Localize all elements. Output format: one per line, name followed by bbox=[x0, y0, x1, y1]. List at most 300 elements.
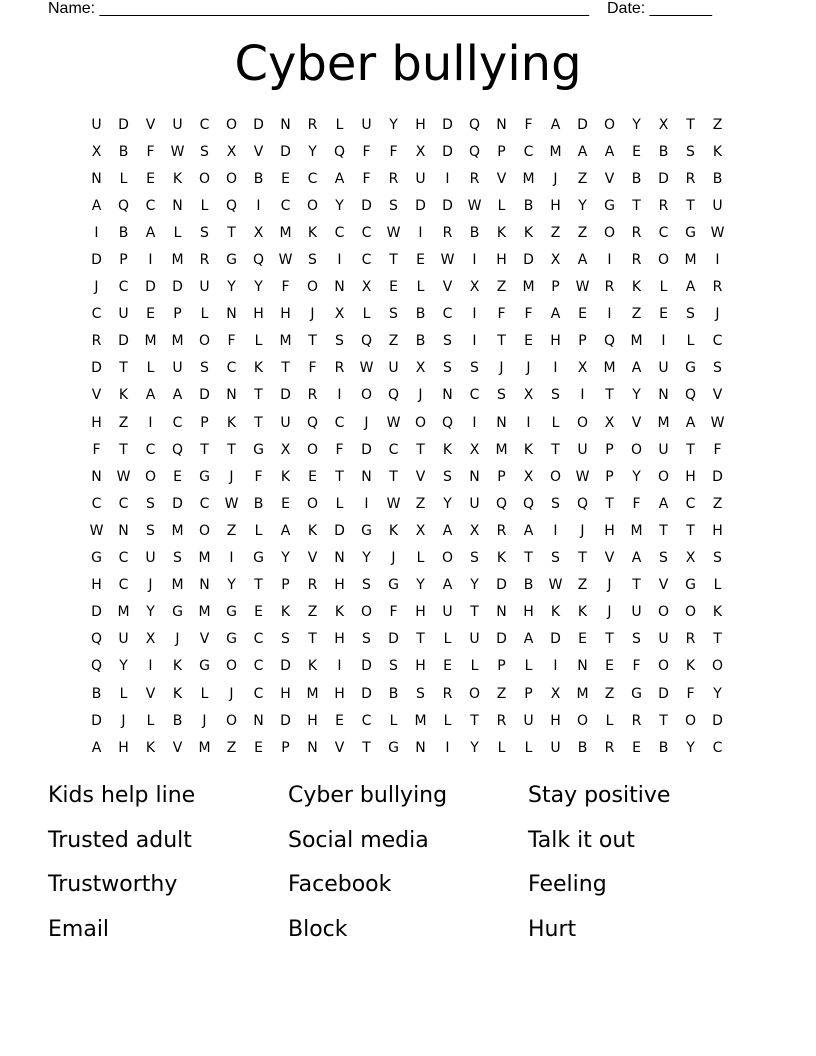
grid-letter: W bbox=[278, 252, 293, 269]
grid-letter: H bbox=[280, 306, 291, 323]
grid-letter: Y bbox=[632, 468, 641, 485]
grid-letter: I bbox=[148, 414, 153, 431]
grid-letter: O bbox=[306, 197, 319, 214]
grid-letter: W bbox=[224, 495, 239, 512]
grid-letter: K bbox=[172, 685, 183, 702]
grid-letter: S bbox=[173, 550, 182, 567]
grid-letter: C bbox=[280, 197, 291, 214]
grid-letter: H bbox=[415, 116, 426, 133]
grid-letter: Y bbox=[362, 550, 371, 567]
name-field-label[interactable]: Name: _______________________________________________________ bbox=[48, 0, 589, 17]
grid-letter: B bbox=[712, 170, 723, 187]
grid-letter: W bbox=[116, 468, 131, 485]
grid-letter: A bbox=[550, 116, 561, 133]
grid-letter: T bbox=[119, 360, 128, 377]
grid-letter: U bbox=[361, 116, 372, 133]
grid-letter: D bbox=[280, 658, 291, 675]
grid-letter: M bbox=[630, 522, 643, 539]
grid-letter: A bbox=[442, 577, 453, 594]
grid-letter: J bbox=[607, 577, 612, 594]
grid-letter: I bbox=[526, 414, 531, 431]
grid-letter: K bbox=[280, 468, 291, 485]
grid-letter: T bbox=[686, 441, 695, 458]
grid-letter: U bbox=[442, 604, 453, 621]
grid-letter: T bbox=[686, 522, 695, 539]
grid-letter: F bbox=[146, 143, 155, 160]
grid-letter: O bbox=[657, 252, 670, 269]
grid-letter: S bbox=[497, 387, 506, 404]
grid-letter: J bbox=[418, 387, 423, 404]
grid-letter: S bbox=[470, 360, 479, 377]
grid-letter: D bbox=[442, 143, 453, 160]
grid-letter: K bbox=[577, 604, 588, 621]
grid-letter: Z bbox=[550, 224, 561, 241]
grid-letter: O bbox=[684, 712, 697, 729]
grid-letter: B bbox=[118, 143, 129, 160]
grid-row bbox=[83, 328, 731, 355]
grid-letter: H bbox=[550, 197, 561, 214]
grid-letter: O bbox=[549, 468, 562, 485]
grid-letter: U bbox=[658, 360, 669, 377]
grid-letter: Y bbox=[443, 495, 452, 512]
date-field-label[interactable]: Date: _______ bbox=[606, 0, 712, 17]
grid-letter: I bbox=[472, 252, 477, 269]
grid-letter: G bbox=[685, 224, 696, 241]
grid-letter: Q bbox=[360, 333, 373, 350]
grid-letter: L bbox=[119, 685, 128, 702]
grid-letter: I bbox=[553, 360, 558, 377]
grid-letter: N bbox=[415, 739, 426, 756]
grid-letter: S bbox=[713, 360, 722, 377]
grid-letter: M bbox=[576, 685, 589, 702]
grid-letter: L bbox=[200, 306, 209, 323]
grid-letter: P bbox=[281, 739, 290, 756]
grid-letter: Q bbox=[90, 658, 103, 675]
grid-letter: Z bbox=[226, 739, 237, 756]
grid-letter: M bbox=[171, 577, 184, 594]
grid-letter: T bbox=[605, 631, 614, 648]
grid-letter: A bbox=[523, 522, 534, 539]
grid-letter: Z bbox=[496, 685, 507, 702]
grid-letter: O bbox=[576, 414, 589, 431]
grid-letter: X bbox=[550, 252, 561, 269]
grid-letter: F bbox=[632, 495, 641, 512]
grid-letter: L bbox=[416, 550, 425, 567]
grid-letter: G bbox=[253, 550, 264, 567]
grid-letter: J bbox=[499, 360, 504, 377]
grid-letter: T bbox=[416, 441, 425, 458]
grid-letter: L bbox=[551, 414, 560, 431]
grid-letter: O bbox=[576, 712, 589, 729]
grid-letter: H bbox=[334, 577, 345, 594]
grid-letter: D bbox=[280, 712, 291, 729]
grid-letter: U bbox=[550, 739, 561, 756]
grid-letter: A bbox=[442, 522, 453, 539]
grid-letter: Q bbox=[468, 143, 481, 160]
grid-letter: V bbox=[712, 387, 723, 404]
grid-letter: I bbox=[472, 414, 477, 431]
grid-letter: I bbox=[94, 224, 99, 241]
grid-letter: R bbox=[604, 279, 615, 296]
grid-letter: S bbox=[335, 333, 344, 350]
grid-letter: E bbox=[416, 252, 425, 269]
grid-letter: W bbox=[467, 197, 482, 214]
grid-letter: O bbox=[657, 604, 670, 621]
grid-letter: O bbox=[225, 170, 238, 187]
grid-letter: D bbox=[442, 197, 453, 214]
grid-letter: H bbox=[496, 252, 507, 269]
grid-letter: E bbox=[146, 306, 155, 323]
grid-letter: C bbox=[523, 143, 534, 160]
grid-letter: W bbox=[170, 143, 185, 160]
grid-letter: F bbox=[362, 170, 371, 187]
grid-letter: N bbox=[361, 468, 372, 485]
word-list bbox=[48, 778, 768, 956]
grid-letter: U bbox=[658, 441, 669, 458]
grid-letter: H bbox=[334, 631, 345, 648]
grid-letter: J bbox=[202, 712, 207, 729]
grid-letter: Q bbox=[441, 414, 454, 431]
grid-letter: K bbox=[172, 658, 183, 675]
grid-letter: Q bbox=[90, 631, 103, 648]
grid-letter: J bbox=[148, 577, 153, 594]
grid-letter: R bbox=[307, 116, 318, 133]
grid-letter: T bbox=[497, 333, 506, 350]
grid-letter: L bbox=[254, 522, 263, 539]
grid-letter: N bbox=[253, 712, 264, 729]
grid-letter: T bbox=[470, 712, 479, 729]
grid-letter: H bbox=[550, 333, 561, 350]
grid-letter: K bbox=[496, 550, 507, 567]
grid-letter: L bbox=[335, 495, 344, 512]
grid-letter: Q bbox=[171, 441, 184, 458]
grid-letter: B bbox=[118, 224, 129, 241]
grid-letter: N bbox=[334, 550, 345, 567]
grid-letter: D bbox=[361, 441, 372, 458]
grid-letter: T bbox=[713, 631, 722, 648]
grid-letter: D bbox=[361, 197, 372, 214]
grid-letter: K bbox=[496, 224, 507, 241]
grid-letter: O bbox=[603, 116, 616, 133]
grid-letter: T bbox=[416, 631, 425, 648]
word-list-item: Feeling bbox=[528, 872, 607, 897]
grid-letter: Q bbox=[387, 387, 400, 404]
grid-letter: B bbox=[523, 577, 534, 594]
grid-letter: L bbox=[389, 712, 398, 729]
grid-letter: X bbox=[658, 116, 669, 133]
grid-letter: T bbox=[632, 197, 641, 214]
grid-letter: W bbox=[89, 522, 104, 539]
grid-letter: V bbox=[145, 116, 156, 133]
grid-letter: N bbox=[469, 468, 480, 485]
grid-letter: H bbox=[280, 685, 291, 702]
grid-letter: K bbox=[523, 441, 534, 458]
grid-letter: W bbox=[710, 224, 725, 241]
grid-letter: S bbox=[416, 685, 425, 702]
grid-letter: M bbox=[171, 333, 184, 350]
grid-letter: Q bbox=[576, 495, 589, 512]
grid-letter: J bbox=[391, 550, 396, 567]
grid-letter: Y bbox=[578, 197, 587, 214]
grid-letter: F bbox=[524, 116, 533, 133]
grid-letter: P bbox=[524, 685, 533, 702]
grid-letter: Z bbox=[631, 306, 642, 323]
grid-letter: Y bbox=[119, 658, 128, 675]
grid-letter: W bbox=[548, 577, 563, 594]
grid-letter: Z bbox=[307, 604, 318, 621]
grid-letter: L bbox=[146, 360, 155, 377]
grid-letter: E bbox=[443, 658, 452, 675]
grid-letter: S bbox=[470, 550, 479, 567]
grid-letter: G bbox=[226, 252, 237, 269]
grid-letter: U bbox=[91, 116, 102, 133]
word-list-item: Kids help line bbox=[48, 783, 196, 808]
grid-letter: T bbox=[227, 441, 236, 458]
grid-letter: T bbox=[119, 441, 128, 458]
grid-letter: D bbox=[388, 631, 399, 648]
grid-letter: L bbox=[497, 739, 506, 756]
grid-letter: L bbox=[443, 712, 452, 729]
grid-letter: W bbox=[386, 414, 401, 431]
grid-letter: K bbox=[307, 224, 318, 241]
grid-letter: S bbox=[632, 631, 641, 648]
grid-letter: O bbox=[711, 658, 724, 675]
grid-letter: G bbox=[199, 468, 210, 485]
grid-letter: O bbox=[306, 441, 319, 458]
grid-row bbox=[83, 463, 731, 490]
grid-letter: S bbox=[389, 658, 398, 675]
grid-letter: H bbox=[415, 658, 426, 675]
grid-letter: F bbox=[92, 441, 101, 458]
grid-letter: T bbox=[389, 468, 398, 485]
grid-letter: E bbox=[254, 604, 263, 621]
grid-letter: P bbox=[497, 658, 506, 675]
grid-letter: P bbox=[497, 468, 506, 485]
grid-letter: Y bbox=[470, 577, 479, 594]
grid-letter: C bbox=[388, 441, 399, 458]
grid-letter: R bbox=[496, 522, 507, 539]
grid-letter: X bbox=[226, 143, 237, 160]
grid-letter: G bbox=[388, 739, 399, 756]
grid-letter: A bbox=[658, 495, 669, 512]
grid-letter: Y bbox=[416, 577, 425, 594]
grid-letter: G bbox=[199, 658, 210, 675]
grid-letter: S bbox=[659, 550, 668, 567]
grid-letter: N bbox=[172, 197, 183, 214]
grid-letter: E bbox=[281, 495, 290, 512]
grid-letter: G bbox=[604, 197, 615, 214]
grid-letter: W bbox=[575, 279, 590, 296]
grid-letter: J bbox=[310, 306, 315, 323]
grid-letter: X bbox=[550, 685, 561, 702]
grid-letter: K bbox=[226, 414, 237, 431]
grid-letter: I bbox=[580, 387, 585, 404]
grid-letter: F bbox=[524, 306, 533, 323]
grid-letter: N bbox=[496, 116, 507, 133]
grid-letter: B bbox=[658, 739, 669, 756]
word-list-item: Trustworthy bbox=[48, 872, 178, 897]
grid-letter: H bbox=[118, 739, 129, 756]
grid-letter: J bbox=[364, 414, 369, 431]
grid-letter: U bbox=[145, 550, 156, 567]
grid-letter: D bbox=[523, 252, 534, 269]
grid-letter: C bbox=[91, 306, 102, 323]
grid-letter: X bbox=[415, 522, 426, 539]
grid-row bbox=[83, 490, 731, 517]
grid-row bbox=[83, 355, 731, 382]
grid-letter: L bbox=[524, 739, 533, 756]
grid-letter: E bbox=[173, 468, 182, 485]
grid-letter: K bbox=[712, 143, 723, 160]
grid-letter: D bbox=[496, 577, 507, 594]
grid-letter: O bbox=[306, 279, 319, 296]
grid-letter: T bbox=[200, 441, 209, 458]
grid-letter: R bbox=[469, 170, 480, 187]
grid-letter: S bbox=[443, 333, 452, 350]
grid-letter: T bbox=[335, 468, 344, 485]
grid-letter: Y bbox=[308, 143, 317, 160]
grid-letter: C bbox=[658, 224, 669, 241]
grid-letter: B bbox=[658, 143, 669, 160]
grid-letter: D bbox=[145, 279, 156, 296]
grid-letter: U bbox=[577, 441, 588, 458]
grid-letter: O bbox=[198, 522, 211, 539]
grid-letter: C bbox=[253, 658, 264, 675]
grid-row bbox=[83, 301, 731, 328]
grid-letter: H bbox=[523, 604, 534, 621]
grid-letter: Z bbox=[118, 414, 129, 431]
grid-letter: C bbox=[361, 224, 372, 241]
grid-letter: C bbox=[253, 631, 264, 648]
grid-letter: D bbox=[280, 387, 291, 404]
grid-letter: Q bbox=[252, 252, 265, 269]
grid-letter: E bbox=[524, 333, 533, 350]
grid-letter: X bbox=[523, 387, 534, 404]
grid-letter: T bbox=[308, 333, 317, 350]
grid-letter: L bbox=[254, 333, 263, 350]
grid-letter: R bbox=[334, 360, 345, 377]
letter-grid bbox=[83, 111, 731, 761]
grid-row bbox=[83, 165, 731, 192]
grid-letter: U bbox=[388, 360, 399, 377]
grid-letter: D bbox=[91, 604, 102, 621]
grid-letter: I bbox=[337, 387, 342, 404]
grid-letter: N bbox=[91, 468, 102, 485]
grid-letter: T bbox=[524, 550, 533, 567]
grid-letter: K bbox=[631, 279, 642, 296]
grid-letter: I bbox=[661, 333, 666, 350]
word-list-item: Trusted adult bbox=[48, 827, 192, 853]
grid-letter: S bbox=[686, 143, 695, 160]
grid-letter: S bbox=[713, 550, 722, 567]
grid-letter: D bbox=[658, 170, 669, 187]
grid-letter: X bbox=[253, 224, 264, 241]
grid-letter: B bbox=[469, 224, 480, 241]
grid-letter: B bbox=[388, 685, 399, 702]
grid-letter: S bbox=[146, 522, 155, 539]
grid-letter: L bbox=[416, 279, 425, 296]
grid-letter: N bbox=[91, 170, 102, 187]
grid-letter: G bbox=[253, 441, 264, 458]
grid-letter: K bbox=[334, 604, 345, 621]
grid-letter: R bbox=[604, 739, 615, 756]
grid-letter: D bbox=[712, 468, 723, 485]
grid-letter: F bbox=[389, 604, 398, 621]
grid-letter: S bbox=[281, 631, 290, 648]
grid-letter: B bbox=[631, 170, 642, 187]
grid-letter: L bbox=[200, 685, 209, 702]
grid-letter: U bbox=[118, 306, 129, 323]
grid-row bbox=[83, 734, 731, 761]
grid-letter: N bbox=[577, 658, 588, 675]
grid-letter: M bbox=[279, 224, 292, 241]
grid-letter: T bbox=[605, 387, 614, 404]
grid-letter: M bbox=[684, 252, 697, 269]
grid-letter: L bbox=[443, 631, 452, 648]
grid-letter: T bbox=[686, 197, 695, 214]
grid-letter: K bbox=[307, 522, 318, 539]
grid-letter: I bbox=[256, 197, 261, 214]
grid-letter: G bbox=[388, 577, 399, 594]
header-line bbox=[48, 0, 712, 18]
grid-letter: C bbox=[199, 116, 210, 133]
grid-letter: Y bbox=[713, 685, 722, 702]
grid-letter: M bbox=[630, 333, 643, 350]
grid-letter: U bbox=[118, 631, 129, 648]
grid-letter: E bbox=[281, 170, 290, 187]
grid-letter: T bbox=[308, 631, 317, 648]
grid-letter: Q bbox=[522, 495, 535, 512]
grid-letter: T bbox=[659, 522, 668, 539]
grid-letter: B bbox=[91, 685, 102, 702]
grid-letter: A bbox=[577, 252, 588, 269]
grid-letter: J bbox=[121, 712, 126, 729]
grid-letter: Y bbox=[632, 387, 641, 404]
grid-letter: Q bbox=[306, 414, 319, 431]
grid-row bbox=[83, 626, 731, 653]
grid-letter: I bbox=[607, 306, 612, 323]
grid-letter: K bbox=[712, 604, 723, 621]
grid-letter: O bbox=[225, 658, 238, 675]
grid-letter: U bbox=[469, 495, 480, 512]
grid-letter: J bbox=[94, 279, 99, 296]
grid-letter: Z bbox=[496, 279, 507, 296]
grid-letter: R bbox=[199, 252, 210, 269]
grid-letter: W bbox=[440, 252, 455, 269]
grid-letter: M bbox=[198, 550, 211, 567]
word-list-item: Social media bbox=[288, 827, 429, 853]
grid-letter: C bbox=[334, 414, 345, 431]
grid-letter: L bbox=[146, 712, 155, 729]
grid-letter: Q bbox=[603, 333, 616, 350]
grid-letter: W bbox=[710, 414, 725, 431]
grid-letter: M bbox=[171, 522, 184, 539]
grid-letter: K bbox=[253, 360, 264, 377]
grid-row bbox=[83, 436, 731, 463]
grid-letter: S bbox=[443, 360, 452, 377]
grid-letter: L bbox=[686, 333, 695, 350]
grid-row bbox=[83, 246, 731, 273]
grid-letter: N bbox=[118, 522, 129, 539]
grid-letter: X bbox=[415, 360, 426, 377]
grid-letter: N bbox=[334, 279, 345, 296]
word-list-item: Email bbox=[48, 916, 110, 942]
grid-letter: L bbox=[713, 577, 722, 594]
grid-letter: D bbox=[118, 116, 129, 133]
grid-letter: F bbox=[686, 685, 695, 702]
grid-letter: S bbox=[308, 252, 317, 269]
grid-letter: G bbox=[361, 522, 372, 539]
